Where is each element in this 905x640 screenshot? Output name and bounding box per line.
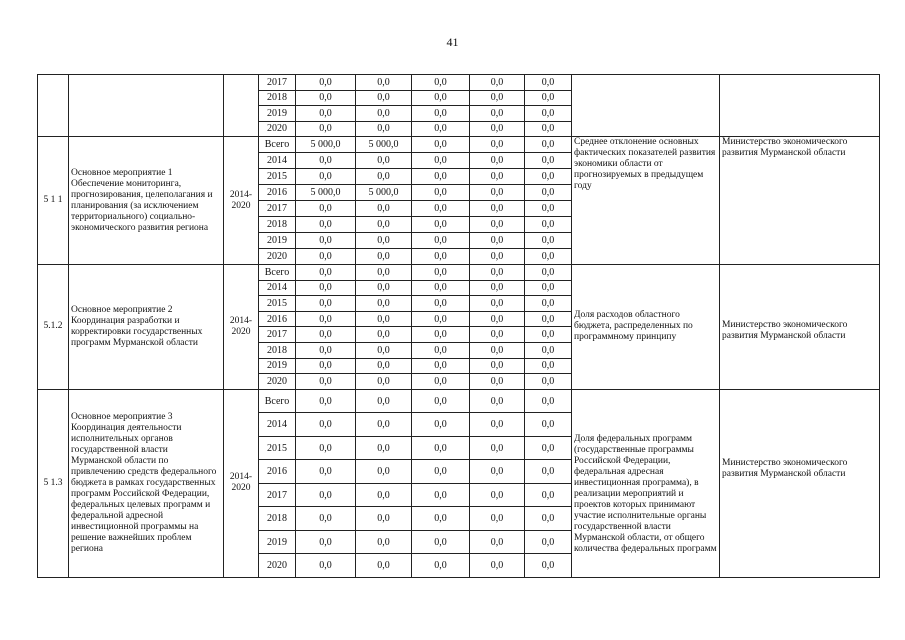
- value-cell: 0,0: [470, 342, 525, 358]
- year-cell: 2018: [259, 342, 296, 358]
- executor-text: Министерство экономического развития Мурманской области: [720, 265, 880, 390]
- value-cell: 0,0: [412, 280, 470, 296]
- year-cell: 2020: [259, 121, 296, 137]
- value-cell: 0,0: [470, 327, 525, 343]
- value-cell: 0,0: [525, 327, 572, 343]
- value-cell: 0,0: [525, 460, 572, 484]
- activity-description: Основное мероприятие 1 Обеспечение мониторинга, прогнозирования, целеполагания и планирования (за исключением территориального) социально-экономического развития региона: [69, 137, 224, 265]
- value-cell: 5 000,0: [356, 137, 412, 153]
- value-cell: 0,0: [412, 327, 470, 343]
- value-cell: 0,0: [356, 233, 412, 249]
- year-cell: 2019: [259, 358, 296, 374]
- value-cell: 0,0: [412, 217, 470, 233]
- value-cell: 0,0: [470, 460, 525, 484]
- value-cell: 0,0: [356, 217, 412, 233]
- activity-description: [69, 75, 224, 137]
- value-cell: 0,0: [296, 233, 356, 249]
- value-cell: 0,0: [296, 460, 356, 484]
- value-cell: 0,0: [356, 358, 412, 374]
- value-cell: 0,0: [356, 75, 412, 91]
- value-cell: 0,0: [412, 358, 470, 374]
- value-cell: 0,0: [296, 296, 356, 312]
- value-cell: 0,0: [356, 249, 412, 265]
- value-cell: 0,0: [296, 413, 356, 437]
- value-cell: 0,0: [356, 389, 412, 413]
- year-cell: 2016: [259, 311, 296, 327]
- value-cell: 0,0: [412, 75, 470, 91]
- value-cell: 0,0: [356, 483, 412, 507]
- value-cell: 0,0: [470, 153, 525, 169]
- value-cell: 0,0: [412, 169, 470, 185]
- table-row: [38, 137, 880, 153]
- value-cell: 0,0: [356, 201, 412, 217]
- value-cell: 0,0: [470, 106, 525, 122]
- value-cell: 0,0: [412, 201, 470, 217]
- value-cell: 0,0: [412, 554, 470, 578]
- year-cell: 2019: [259, 106, 296, 122]
- value-cell: 0,0: [412, 460, 470, 484]
- value-cell: 0,0: [296, 201, 356, 217]
- value-cell: 0,0: [525, 342, 572, 358]
- indicator-text: [572, 75, 720, 137]
- table-row: [38, 75, 880, 91]
- value-cell: 0,0: [525, 389, 572, 413]
- value-cell: 0,0: [296, 311, 356, 327]
- value-cell: 0,0: [356, 507, 412, 531]
- value-cell: 0,0: [296, 327, 356, 343]
- year-cell: 2014: [259, 153, 296, 169]
- value-cell: 0,0: [356, 327, 412, 343]
- value-cell: 0,0: [525, 311, 572, 327]
- value-cell: 0,0: [412, 374, 470, 390]
- value-cell: 0,0: [470, 296, 525, 312]
- value-cell: 0,0: [296, 507, 356, 531]
- value-cell: 0,0: [470, 280, 525, 296]
- year-cell: 2017: [259, 75, 296, 91]
- value-cell: 0,0: [296, 106, 356, 122]
- value-cell: 0,0: [525, 483, 572, 507]
- value-cell: 5 000,0: [296, 185, 356, 201]
- table-row: [38, 389, 880, 413]
- value-cell: 0,0: [412, 483, 470, 507]
- value-cell: 0,0: [470, 507, 525, 531]
- year-cell: 2018: [259, 90, 296, 106]
- value-cell: 5 000,0: [356, 185, 412, 201]
- value-cell: 0,0: [470, 169, 525, 185]
- indicator-text: Доля федеральных программ (государственные программы Российской Федерации, федеральная адресная инвестиционная программа), в реализации мероприятий и проектов которых принимают участие исполнительные органы государственной власти Мурманской области, от общего количества федеральных программ: [572, 389, 720, 577]
- value-cell: 0,0: [525, 296, 572, 312]
- value-cell: 0,0: [356, 460, 412, 484]
- value-cell: 0,0: [296, 436, 356, 460]
- activity-number: 5.1.2: [38, 265, 69, 390]
- value-cell: 0,0: [296, 90, 356, 106]
- value-cell: 0,0: [412, 185, 470, 201]
- year-cell: 2016: [259, 185, 296, 201]
- activity-period: 2014-2020: [224, 265, 259, 390]
- value-cell: 0,0: [525, 201, 572, 217]
- value-cell: 0,0: [296, 75, 356, 91]
- value-cell: 0,0: [412, 153, 470, 169]
- value-cell: 0,0: [412, 507, 470, 531]
- value-cell: 0,0: [356, 530, 412, 554]
- value-cell: 0,0: [525, 413, 572, 437]
- value-cell: 0,0: [412, 436, 470, 460]
- value-cell: 0,0: [525, 554, 572, 578]
- value-cell: 0,0: [412, 265, 470, 281]
- activity-period: 2014-2020: [224, 389, 259, 577]
- year-cell: 2018: [259, 507, 296, 531]
- year-cell: 2020: [259, 249, 296, 265]
- program-activities-table: [37, 74, 880, 578]
- value-cell: 0,0: [525, 169, 572, 185]
- year-cell: 2014: [259, 413, 296, 437]
- value-cell: 0,0: [296, 249, 356, 265]
- value-cell: 0,0: [296, 169, 356, 185]
- page-number: 41: [446, 35, 459, 49]
- activity-description: Основное мероприятие 2 Координация разработки и корректировки государственных программ Мурманской области: [69, 265, 224, 390]
- value-cell: 0,0: [470, 233, 525, 249]
- value-cell: 0,0: [525, 530, 572, 554]
- activity-description: Основное мероприятие 3 Координация деятельности исполнительных органов государственной власти Мурманской области по привлечению средств федерального бюджета в рамках государственных программ Российской Федерации, федеральных целевых программ и федеральной адресной инвестиционной программы на решение важнейших проблем региона: [69, 389, 224, 577]
- value-cell: 0,0: [470, 413, 525, 437]
- activity-period: [224, 75, 259, 137]
- value-cell: 0,0: [412, 90, 470, 106]
- value-cell: 0,0: [412, 137, 470, 153]
- value-cell: 0,0: [412, 296, 470, 312]
- year-cell: 2019: [259, 233, 296, 249]
- value-cell: 0,0: [356, 90, 412, 106]
- value-cell: 0,0: [412, 249, 470, 265]
- activity-period: 2014-2020: [224, 137, 259, 265]
- value-cell: 0,0: [470, 311, 525, 327]
- year-cell: 2015: [259, 169, 296, 185]
- value-cell: 0,0: [356, 296, 412, 312]
- year-cell: Всего: [259, 265, 296, 281]
- value-cell: 0,0: [296, 153, 356, 169]
- value-cell: 0,0: [470, 389, 525, 413]
- value-cell: 0,0: [296, 530, 356, 554]
- year-cell: 2017: [259, 327, 296, 343]
- value-cell: 0,0: [356, 342, 412, 358]
- value-cell: 0,0: [296, 280, 356, 296]
- value-cell: 0,0: [525, 153, 572, 169]
- value-cell: 0,0: [470, 265, 525, 281]
- activity-number: 5 1.3: [38, 389, 69, 577]
- value-cell: 0,0: [470, 137, 525, 153]
- value-cell: 0,0: [296, 121, 356, 137]
- value-cell: 0,0: [296, 342, 356, 358]
- value-cell: 0,0: [412, 389, 470, 413]
- executor-text: Министерство экономического развития Мурманской области: [720, 389, 880, 577]
- value-cell: 0,0: [412, 413, 470, 437]
- value-cell: 0,0: [525, 233, 572, 249]
- value-cell: 0,0: [296, 358, 356, 374]
- value-cell: 0,0: [296, 217, 356, 233]
- value-cell: 0,0: [356, 311, 412, 327]
- value-cell: 0,0: [525, 249, 572, 265]
- year-cell: 2015: [259, 296, 296, 312]
- value-cell: 0,0: [356, 374, 412, 390]
- activity-number: 5 1 1: [38, 137, 69, 265]
- value-cell: 0,0: [525, 280, 572, 296]
- value-cell: 0,0: [525, 358, 572, 374]
- year-cell: 2020: [259, 374, 296, 390]
- year-cell: 2019: [259, 530, 296, 554]
- value-cell: 0,0: [525, 374, 572, 390]
- value-cell: 0,0: [356, 265, 412, 281]
- value-cell: 0,0: [525, 185, 572, 201]
- value-cell: 0,0: [296, 265, 356, 281]
- value-cell: 0,0: [525, 137, 572, 153]
- year-cell: 2016: [259, 460, 296, 484]
- year-cell: 2014: [259, 280, 296, 296]
- value-cell: 0,0: [525, 90, 572, 106]
- value-cell: 0,0: [356, 436, 412, 460]
- value-cell: 0,0: [525, 436, 572, 460]
- value-cell: 0,0: [356, 280, 412, 296]
- year-cell: 2018: [259, 217, 296, 233]
- value-cell: 0,0: [356, 106, 412, 122]
- value-cell: 0,0: [412, 121, 470, 137]
- value-cell: 0,0: [356, 169, 412, 185]
- year-cell: 2015: [259, 436, 296, 460]
- year-cell: 2020: [259, 554, 296, 578]
- value-cell: 5 000,0: [296, 137, 356, 153]
- value-cell: 0,0: [296, 483, 356, 507]
- value-cell: 0,0: [525, 75, 572, 91]
- value-cell: 0,0: [525, 106, 572, 122]
- value-cell: 0,0: [525, 217, 572, 233]
- indicator-text: Доля расходов областного бюджета, распределенных по программному принципу: [572, 265, 720, 390]
- value-cell: 0,0: [525, 507, 572, 531]
- year-cell: Всего: [259, 137, 296, 153]
- value-cell: 0,0: [470, 90, 525, 106]
- year-cell: 2017: [259, 483, 296, 507]
- value-cell: 0,0: [296, 389, 356, 413]
- activity-number: [38, 75, 69, 137]
- value-cell: 0,0: [412, 530, 470, 554]
- value-cell: 0,0: [412, 106, 470, 122]
- year-cell: Всего: [259, 389, 296, 413]
- value-cell: 0,0: [356, 554, 412, 578]
- value-cell: 0,0: [470, 201, 525, 217]
- value-cell: 0,0: [470, 249, 525, 265]
- value-cell: 0,0: [470, 436, 525, 460]
- value-cell: 0,0: [470, 374, 525, 390]
- value-cell: 0,0: [412, 342, 470, 358]
- value-cell: 0,0: [525, 265, 572, 281]
- executor-text: Министерство экономического развития Мурманской области: [720, 137, 880, 265]
- indicator-text: Среднее отклонение основных фактических показателей развития экономики области от прогнозируемых в предыдущем году: [572, 137, 720, 265]
- value-cell: 0,0: [470, 75, 525, 91]
- value-cell: 0,0: [412, 311, 470, 327]
- value-cell: 0,0: [356, 153, 412, 169]
- value-cell: 0,0: [470, 483, 525, 507]
- executor-text: [720, 75, 880, 137]
- value-cell: 0,0: [470, 554, 525, 578]
- value-cell: 0,0: [356, 121, 412, 137]
- value-cell: 0,0: [470, 217, 525, 233]
- value-cell: 0,0: [296, 554, 356, 578]
- value-cell: 0,0: [296, 374, 356, 390]
- value-cell: 0,0: [356, 413, 412, 437]
- year-cell: 2017: [259, 201, 296, 217]
- table-row: [38, 265, 880, 281]
- value-cell: 0,0: [412, 233, 470, 249]
- value-cell: 0,0: [470, 358, 525, 374]
- value-cell: 0,0: [525, 121, 572, 137]
- value-cell: 0,0: [470, 185, 525, 201]
- value-cell: 0,0: [470, 121, 525, 137]
- value-cell: 0,0: [470, 530, 525, 554]
